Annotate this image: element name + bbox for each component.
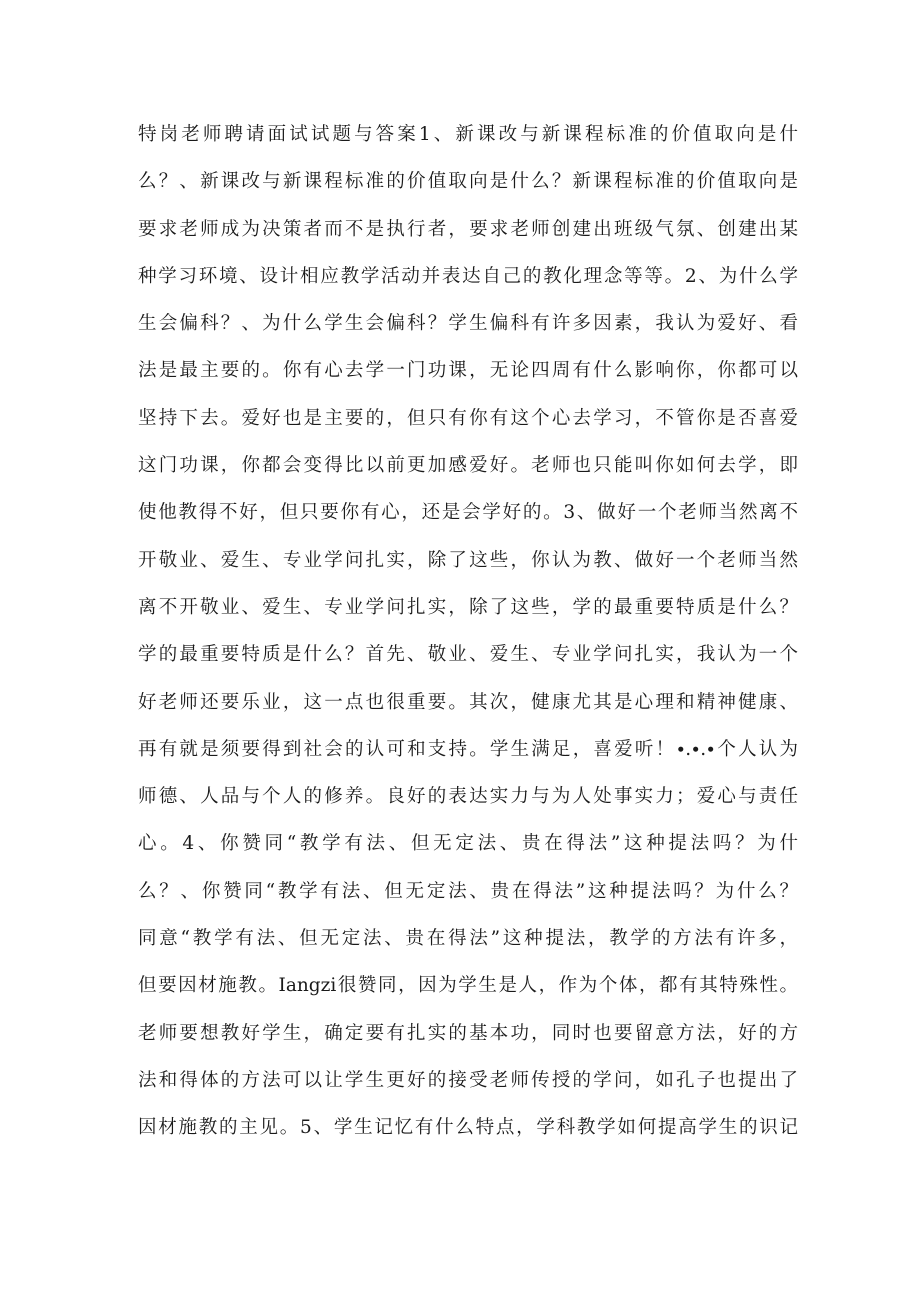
text-line: 因材施教的主见。5、学生记忆有什么特点，学科教学如何提高学生的识记: [138, 1117, 798, 1139]
text-line: 但要因材施教。Iangzi很赞同，因为学生是人，作为个体，都有其特殊性。: [138, 975, 798, 997]
text-line: 好老师还要乐业，这一点也很重要。其次，健康尤其是心理和精神健康、: [138, 691, 798, 713]
text-line: 离不开敬业、爱生、专业学问扎实，除了这些，学的最重要特质是什么？: [138, 596, 798, 618]
text-line: 这门功课，你都会变得比以前更加感爱好。老师也只能叫你如何去学，即: [138, 455, 798, 477]
text-line: 法和得体的方法可以让学生更好的接受老师传授的学问，如孔子也提出了: [138, 1069, 798, 1091]
text-line: 要求老师成为决策者而不是执行者，要求老师创建出班级气氛、创建出某: [138, 218, 798, 240]
text-line: 师德、人品与个人的修养。良好的表达实力与为人处事实力；爱心与责任: [138, 786, 798, 808]
text-line: 老师要想教好学生，确定要有扎实的基本功，同时也要留意方法，好的方: [138, 1022, 798, 1044]
document-body: [138, 111, 798, 1152]
text-line: 使他教得不好，但只要你有心，还是会学好的。3、做好一个老师当然离不: [138, 502, 798, 524]
text-line: 坚持下去。爱好也是主要的，但只有你有这个心去学习，不管你是否喜爱: [138, 407, 798, 429]
text-line: 法是最主要的。你有心去学一门功课，无论四周有什么影响你，你都可以: [138, 360, 798, 382]
text-line: 同意“教学有法、但无定法、贵在得法”这种提法，教学的方法有许多，: [138, 928, 798, 950]
text-line: 开敬业、爱生、专业学问扎实，除了这些，你认为教、做好一个老师当然: [138, 549, 798, 571]
text-line: 特岗老师聘请面试试题与答案1、新课改与新课程标准的价值取向是什: [138, 124, 798, 145]
text-line: 么？、新课改与新课程标准的价值取向是什么？新课程标准的价值取向是: [138, 171, 798, 193]
text-line: 么？、你赞同“教学有法、但无定法、贵在得法”这种提法吗？为什么？: [138, 880, 798, 902]
text-line: 再有就是须要得到社会的认可和支持。学生满足，喜爱听！∙.∙.∙个人认为: [138, 738, 798, 760]
text-line: 学的最重要特质是什么？首先、敬业、爱生、专业学问扎实，我认为一个: [138, 644, 798, 666]
text-line: 种学习环境、设计相应教学活动并表达自己的教化理念等等。2、为什么学: [138, 265, 798, 287]
text-line: 心。4、你赞同“教学有法、但无定法、贵在得法”这种提法吗？为什: [138, 833, 798, 855]
text-line: 生会偏科？、为什么学生会偏科？学生偏科有许多因素，我认为爱好、看: [138, 313, 798, 335]
